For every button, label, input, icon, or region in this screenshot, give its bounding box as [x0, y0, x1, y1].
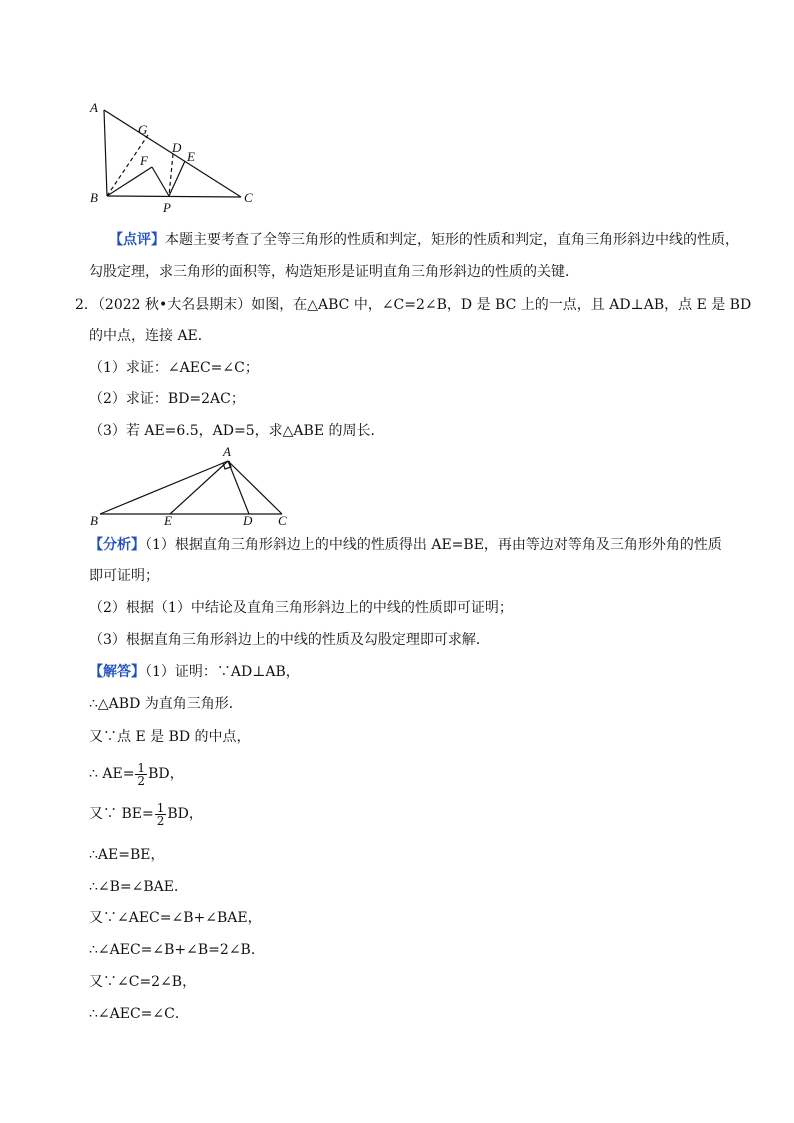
problem-line-2: 的中点，连接 AE．: [89, 328, 212, 344]
solution-line-8: 又∵∠AEC=∠B+∠BAE，: [89, 910, 262, 926]
solution-line-3: 又∵点 E 是 BD 的中点，: [89, 729, 251, 745]
label-d: D: [243, 513, 253, 528]
label-a: A: [223, 444, 231, 459]
label-e: E: [187, 149, 195, 164]
label-b: B: [90, 513, 98, 528]
label-g: G: [138, 122, 148, 137]
label-f: F: [140, 153, 148, 168]
figure-2-geometry: [86, 444, 296, 530]
solution-line-9: ∴∠AEC=∠B+∠B=2∠B．: [89, 942, 265, 958]
question-3: （3）若 AE=6.5，AD=5，求△ABE 的周长．: [89, 423, 385, 439]
fraction-one-half: $\frac{1}{2}$: [156, 800, 165, 828]
question-1: （1）求证：∠AEC=∠C；: [89, 360, 259, 376]
solution-line-4: ∴ AE= $\frac{1}{2}$ BD，: [89, 760, 184, 788]
solution-line-7: ∴∠B=∠BAE．: [89, 879, 189, 895]
analysis-line-3: （2）根据（1）中结论及直角三角形斜边上的中线的性质即可证明；: [89, 600, 513, 616]
fraction-one-half: $\frac{1}{2}$: [137, 760, 146, 788]
solution-line-10: 又∵∠C=2∠B，: [89, 974, 197, 990]
comment-line-2: 勾股定理，求三角形的面积等，构造矩形是证明直角三角形斜边的性质的关键．: [89, 264, 579, 280]
segment-fp: [152, 167, 169, 196]
comment-line-1: 【点评】本题主要考查了全等三角形的性质和判定，矩形的性质和判定，直角三角形斜边中线的性质，: [109, 232, 739, 248]
label-c: C: [244, 190, 253, 205]
analysis-line-2: 即可证明；: [89, 568, 159, 584]
label-d: D: [172, 140, 182, 155]
segment-ab: [100, 461, 228, 514]
segment-bf: [107, 167, 152, 196]
figure-1-geometry: [84, 98, 264, 216]
analysis-line-4: （3）根据直角三角形斜边上的中线的性质及勾股定理即可求解．: [89, 632, 490, 648]
problem-line-1: 2．（2022 秋•大名县期末）如图，在△ABC 中，∠C=2∠B，D 是 BC 上的一点，且 AD⊥AB，点 E 是 BD: [75, 297, 752, 313]
solution-tag: 【解答】: [89, 664, 145, 680]
solution-line-11: ∴∠AEC=∠C．: [89, 1006, 189, 1022]
analysis-tag: 【分析】: [89, 537, 145, 553]
label-b: B: [90, 190, 98, 205]
segment-ae: [170, 461, 228, 514]
comment-tag: 【点评】: [109, 232, 165, 248]
label-c: C: [278, 513, 287, 528]
question-2: （2）求证：BD=2AC；: [89, 391, 245, 407]
solution-line-1: 【解答】（1）证明：∵AD⊥AB，: [89, 664, 300, 680]
segment-ab: [104, 110, 107, 196]
label-e: E: [164, 513, 172, 528]
label-p: P: [163, 200, 171, 215]
segment-ad: [228, 461, 249, 514]
solution-line-6: ∴AE=BE，: [89, 847, 165, 863]
solution-line-5: 又∵ BE= $\frac{1}{2}$ BD，: [89, 800, 203, 828]
solution-line-2: ∴△ABD 为直角三角形．: [89, 696, 243, 712]
segment-bc: [107, 196, 241, 197]
label-a: A: [90, 100, 98, 115]
segment-ac: [228, 461, 282, 514]
segment-pe: [169, 161, 185, 196]
analysis-line-1: 【分析】（1）根据直角三角形斜边上的中线的性质得出 AE=BE，再由等边对等角及三角形外角的性质: [89, 537, 722, 553]
